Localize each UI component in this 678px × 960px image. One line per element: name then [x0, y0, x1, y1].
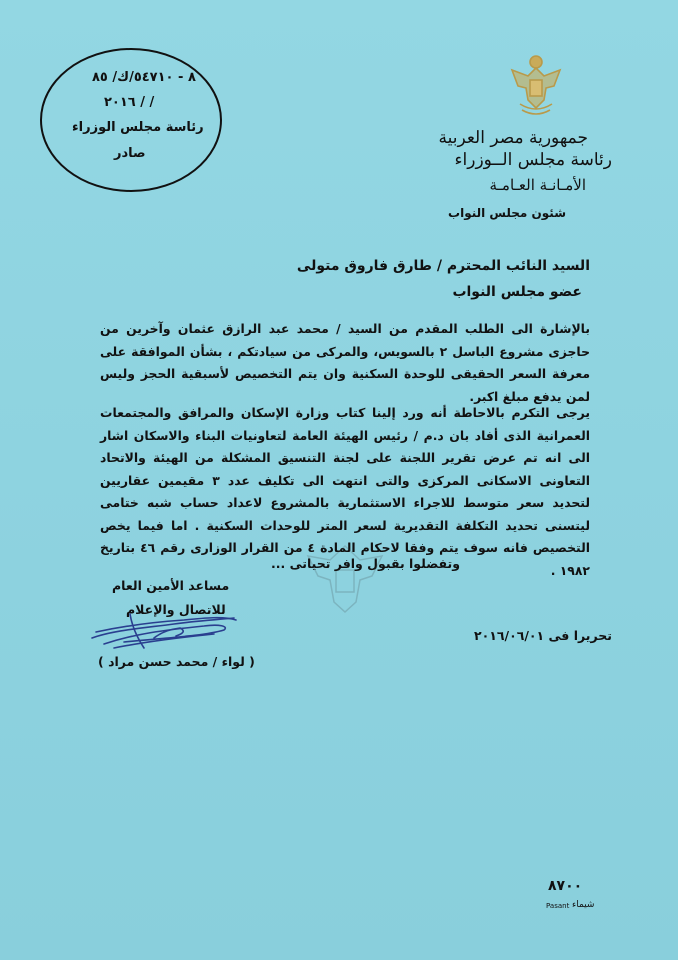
body-paragraph-1: بالإشارة الى الطلب المقدم من السيد / محمد عبد الرازق عثمان وآخرين من حاجزى مشروع الباسل ٢ بالسويس، والمركى من سيادتكم ، بشأن الموافقة على معرفة السعر الحقيقى للوحدة السكنية وان يتم التخصيص لأسبقية الحجز وليس لمن يدفع مبلغ اكبر.: [100, 321, 590, 404]
header-secretariat: الأمـانـة العـامـة: [489, 176, 586, 194]
stamp-date: / / ٢٠١٦: [104, 95, 155, 110]
header-cabinet: رئاسة مجلس الــوزراء: [454, 150, 612, 170]
header-country: جمهورية مصر العربية: [438, 128, 588, 148]
outgoing-stamp: [40, 48, 222, 192]
footer-brand-latin: Pasant: [546, 902, 570, 910]
stamp-office: رئاسة مجلس الوزراء: [72, 120, 204, 135]
handwritten-signature-icon: [84, 608, 244, 654]
signatory-name: ( لواء / محمد حسن مراد ): [98, 654, 255, 669]
signatory-department: للاتصال والإعلام: [126, 602, 226, 617]
addressee-name: السيد النائب المحترم / طارق فاروق متولى: [296, 258, 590, 274]
stamp-reference-number: ٨ - ٥٤٧١٠/ك/ ٨٥: [92, 70, 196, 85]
footer-number: ٨٧٠٠: [548, 878, 583, 894]
header-department: شئون مجلس النواب: [448, 206, 566, 220]
body-paragraph-2: يرجى التكرم بالاحاطة أنه ورد إلينا كتاب وزارة الإسكان والمرافق والمجتمعات العمرانية الذى أفاد بان د.م / رئيس الهيئة العامة لتعاونيات البناء والاسكان اشار الى انه تم عرض تقرير اللجنة على لجنة التنسيق المشكلة من الهيئة والاتحاد التعاونى الاسكانى المركزى والتى انتهت الى تكليف عدد ٣ مقيمين عقاريين لتحديد سعر متوسط للاجراء الاستثمارية بالمشروع لاعداد حساب شبه ختامى ليتسنى تحديد التكلفة التقديرية لسعر المتر للوحدات السكنية . اما فيما يخص التخصيص فانه سوف يتم وفقا لاحكام المادة ٤ من القرار الوزارى رقم ٤٦ بتاريخ ١٩٨٢ .: [100, 405, 590, 578]
issue-date: تحريرا فى ٢٠١٦/٠٦/٠١: [474, 628, 612, 643]
stamp-status: صادر: [114, 146, 146, 161]
addressee-title: عضو مجلس النواب: [452, 284, 582, 300]
eagle-emblem-icon: [508, 52, 564, 120]
signatory-title: مساعد الأمين العام: [112, 578, 230, 593]
closing-greeting: وتفضلوا بقبول وافر تحياتى ...: [271, 556, 460, 571]
footer-brand-arabic: شيماء: [572, 900, 595, 910]
faded-seal-icon: [290, 540, 400, 620]
